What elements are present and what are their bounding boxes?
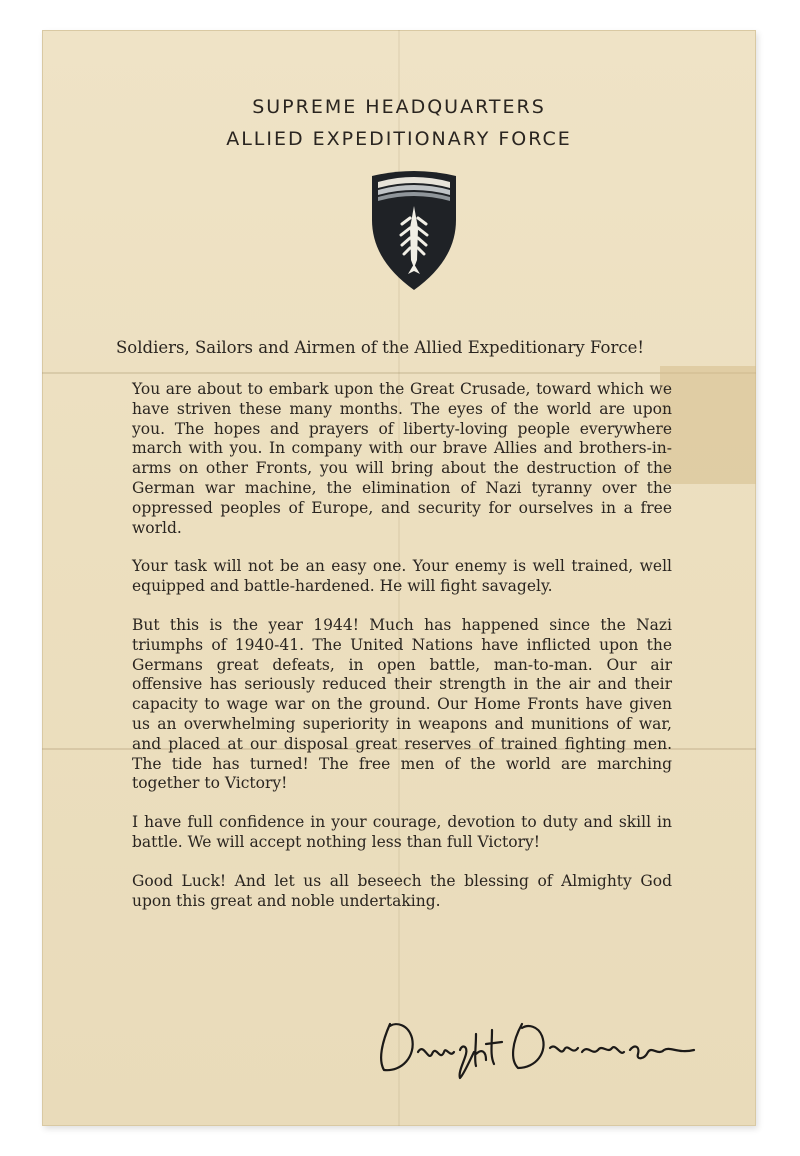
paragraph: I have full confidence in your courage, devotion to duty and skill in battle. We will accept nothing less than full Victory!: [132, 813, 672, 851]
document-sheet: [42, 30, 756, 1126]
greeting-line: Soldiers, Sailors and Airmen of the Allied Expeditionary Force!: [116, 338, 644, 357]
paragraph: But this is the year 1944! Much has happened since the Nazi triumphs of 1940-41. The United Nations have inflicted upon the Germans great defeats, in open battle, man-to-man. Our air offensive has seriously reduced their strength in the air and their capacity to wage war on the ground. Our Home Fronts have given us an overwhelming superiority in weapons and munitions of war, and placed at our disposal great reserves of trained fighting men. The tide has turned! The free men of the world are marching together to Victory!: [132, 615, 672, 793]
paragraph: Good Luck! And let us all beseech the blessing of Almighty God upon this great and noble undertaking.: [132, 871, 672, 910]
paragraph: Your task will not be an easy one. Your enemy is well trained, well equipped and battle-hardened. He will fight savagely.: [132, 557, 672, 596]
paragraph: You are about to embark upon the Great Crusade, toward which we have striven these many months. The eyes of the world are upon you. The hopes and prayers of liberty-loving people everywhere march with you. In company with our brave Allies and brothers-in-arms on other Fronts, you will bring about the destruction of the German war machine, the elimination of Nazi tyranny over the oppressed peoples of Europe, and security for ourselves in a free world.: [132, 380, 672, 537]
header-line-1: SUPREME HEADQUARTERS: [252, 96, 546, 118]
message-body: [132, 380, 672, 930]
signature-handwritten: [372, 1012, 712, 1082]
tape-stain: [660, 366, 756, 484]
header-line-2: ALLIED EXPEDITIONARY FORCE: [226, 128, 572, 150]
shaef-shoulder-sleeve-insignia-icon: [368, 168, 460, 292]
